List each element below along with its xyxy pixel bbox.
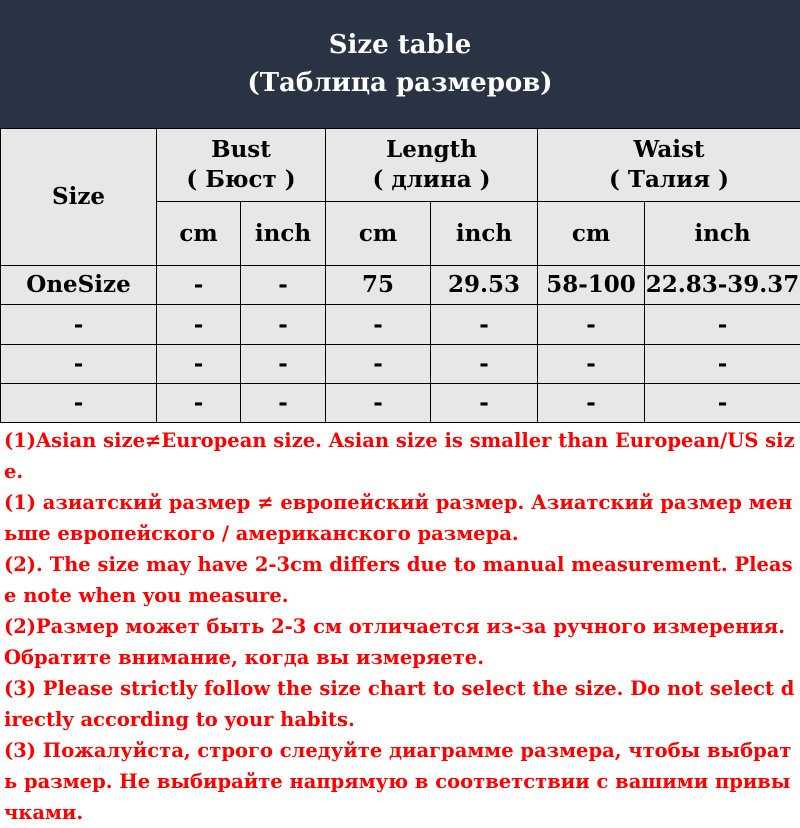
table-row [1, 345, 800, 384]
group-header-row [1, 129, 800, 202]
note-asian-size-ru: (1) азиатский размер ≠ европейский размер. Азиатский размер меньше европейского / американского размера. [4, 487, 796, 549]
table-cell: - [538, 305, 645, 345]
table-cell: - [431, 345, 538, 384]
unit-header: cm [157, 202, 241, 266]
note-measurement-ru: (2)Размер может быть 2-3 см отличается из-за ручного измерения. Обратите внимание, когда вы измеряете. [4, 611, 796, 673]
group-name: Bust [157, 135, 325, 165]
table-cell: 75 [326, 266, 431, 305]
unit-header: inch [241, 202, 326, 266]
note-asian-size-en: (1)Asian size≠European size. Asian size is smaller than European/US size. [4, 425, 796, 487]
size-column-header: Size [1, 129, 157, 266]
table-row [1, 266, 800, 305]
size-cell: - [1, 384, 157, 423]
table-cell: - [538, 384, 645, 423]
table-cell: - [241, 345, 326, 384]
table-cell: - [645, 305, 800, 345]
table-cell: - [326, 384, 431, 423]
bust-group-header [157, 129, 326, 202]
table-cell: 29.53 [431, 266, 538, 305]
table-cell: - [326, 345, 431, 384]
table-row [1, 305, 800, 345]
note-size-chart-en: (3) Please strictly follow the size chart to select the size. Do not select directly according to your habits. [4, 673, 796, 735]
table-cell: - [241, 305, 326, 345]
unit-header: inch [431, 202, 538, 266]
size-cell: OneSize [1, 266, 157, 305]
table-cell: - [431, 384, 538, 423]
table-cell: - [645, 384, 800, 423]
table-cell: - [241, 384, 326, 423]
unit-header: cm [326, 202, 431, 266]
waist-group-header [538, 129, 800, 202]
table-cell: 22.83-39.37 [645, 266, 800, 305]
table-cell: - [431, 305, 538, 345]
table-cell: - [645, 345, 800, 384]
header-subtitle: (Таблица размеров) [247, 64, 552, 102]
table-cell: - [157, 266, 241, 305]
table-cell: 58-100 [538, 266, 645, 305]
unit-header: cm [538, 202, 645, 266]
unit-header: inch [645, 202, 800, 266]
group-name: Waist [538, 135, 800, 165]
group-name: Length [326, 135, 537, 165]
table-cell: - [157, 305, 241, 345]
table-row [1, 384, 800, 423]
group-translation: ( Талия ) [538, 165, 800, 195]
table-cell: - [157, 345, 241, 384]
size-cell: - [1, 305, 157, 345]
length-group-header [326, 129, 538, 202]
size-table [0, 128, 800, 423]
size-table-header [0, 0, 800, 128]
table-cell: - [241, 266, 326, 305]
size-notes [0, 422, 800, 800]
table-cell: - [157, 384, 241, 423]
note-measurement-en: (2). The size may have 2-3cm differs due to manual measurement. Please note when you measure. [4, 549, 796, 611]
table-cell: - [326, 305, 431, 345]
table-cell: - [538, 345, 645, 384]
size-cell: - [1, 345, 157, 384]
header-title: Size table [329, 26, 471, 64]
note-size-chart-ru: (3) Пожалуйста, строго следуйте диаграмме размера, чтобы выбрать размер. Не выбирайте напрямую в соответствии с вашими привычками. [4, 735, 796, 828]
group-translation: ( Бюст ) [157, 165, 325, 195]
group-translation: ( длина ) [326, 165, 537, 195]
